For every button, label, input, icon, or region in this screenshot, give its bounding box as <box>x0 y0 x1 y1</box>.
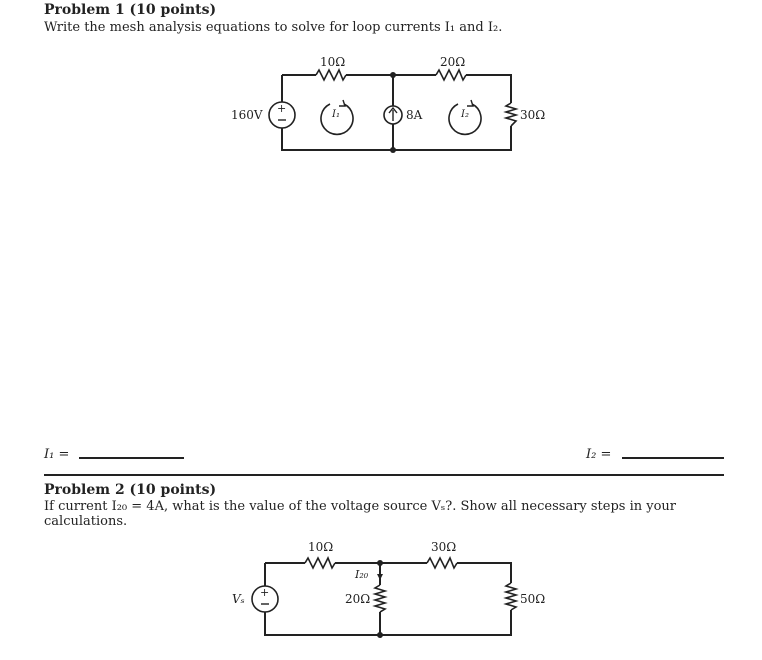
p2-top-wire-right <box>457 563 511 583</box>
p1-node-top <box>390 72 396 78</box>
p1-answer-i2-label: I₂ = <box>586 447 612 462</box>
p2-label-vs: Vₛ <box>232 592 245 606</box>
p2-label-10ohm: 10Ω <box>308 540 334 554</box>
p1-label-i1: I₁ <box>332 109 340 120</box>
p2-plus-sign: + <box>260 586 270 599</box>
p1-label-160v: 160V <box>231 108 263 122</box>
p2-node-bottom <box>377 632 383 638</box>
p2-label-20ohm: 20Ω <box>345 592 371 606</box>
p1-plus-sign: + <box>277 102 287 115</box>
p1-label-8a: 8A <box>406 108 423 122</box>
problem1-prompt: Write the mesh analysis equations to solve for loop currents I₁ and I₂. <box>44 20 503 35</box>
p1-node-bottom <box>390 147 396 153</box>
p1-label-20ohm: 20Ω <box>440 55 466 69</box>
p2-node-top <box>377 560 383 566</box>
p1-answer-i1-label: I₁ = <box>44 447 70 462</box>
problem2-prompt: If current I₂₀ = 4A, what is the value of the voltage source Vₛ?. Show all necessary steps in your calculations. <box>44 499 677 529</box>
p2-label-30ohm: 30Ω <box>431 540 457 554</box>
p2-resistor-10-zigzag <box>305 558 335 568</box>
p2-resistor-30-zigzag <box>427 558 457 568</box>
problem2-title: Problem 2 (10 points) <box>44 482 217 498</box>
p2-resistor-50-zigzag <box>506 583 516 610</box>
p2-right-wire-bottom <box>265 610 511 635</box>
problem1-title: Problem 1 (10 points) <box>44 2 217 18</box>
p1-resistor-20-zigzag <box>436 70 466 80</box>
p2-label-i20: I₂₀ <box>355 568 369 581</box>
p2-resistor-20-zigzag <box>375 585 385 612</box>
p1-resistor-30-zigzag <box>506 103 516 126</box>
p1-current-arrow-icon <box>389 108 397 121</box>
p1-resistor-10-zigzag <box>316 70 346 80</box>
p1-label-10ohm: 10Ω <box>320 55 346 69</box>
p1-top-wire-right <box>466 75 511 103</box>
p1-label-30ohm: 30Ω <box>520 108 546 122</box>
p1-label-i2: I₂ <box>461 109 469 120</box>
p2-label-50ohm: 50Ω <box>520 592 546 606</box>
